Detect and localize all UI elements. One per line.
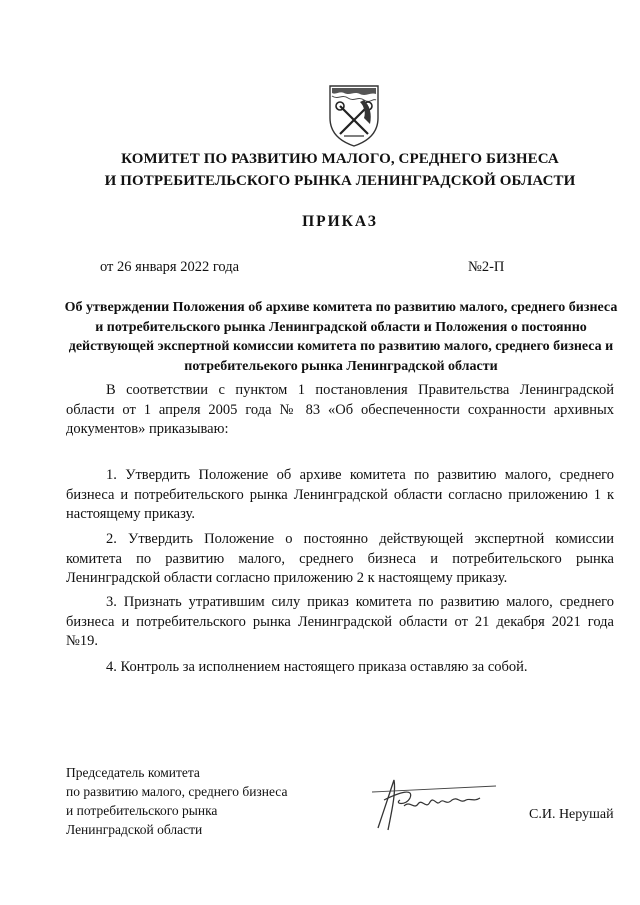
position-line: Ленинградской области bbox=[66, 822, 203, 837]
position-line: Председатель комитета bbox=[66, 765, 200, 780]
order-date: от 26 января 2022 года bbox=[100, 259, 240, 275]
handwritten-signature bbox=[370, 770, 500, 840]
coat-of-arms-icon bbox=[326, 84, 382, 148]
order-item-3: 3. Признать утратившим силу приказ комитета по развитию малого, среднего бизнеса и потребительского рынка Ленинградской области от 21 декабря 2021 года №19. bbox=[66, 594, 614, 649]
signatory-position bbox=[66, 763, 287, 839]
order-subject: Об утверждении Положения об архиве комитета по развитию малого, среднего бизнеса и потребительского рынка Ленинградской области и Положения о постоянно действующей экспертной комиссии комитета по развитию малого, среднего бизнеса и потребительекого рынка Ленинградской области bbox=[64, 300, 618, 374]
order-item-4: 4. Контроль за исполнением настоящего приказа оставляю за собой. bbox=[106, 659, 528, 675]
signer-name: С.И. Нерушай bbox=[529, 807, 614, 822]
order-item-2: 2. Утвердить Положение о постоянно действующей экспертной комиссии комитета по развитию малого, среднего бизнеса и потребительского рынка Ленинградской области согласно приложению 2 к настоящему приказу. bbox=[66, 531, 614, 586]
order-title: ПРИКАЗ bbox=[302, 213, 378, 230]
committee-name-line2: И ПОТРЕБИТЕЛЬСКОГО РЫНКА ЛЕНИНГРАДСКОЙ ОБЛАСТИ bbox=[104, 173, 576, 189]
position-line: по развитию малого, среднего бизнеса bbox=[66, 784, 288, 799]
preamble-paragraph: В соответствии с пунктом 1 постановления Правительства Ленинградской области от 1 апреля 2005 года № 83 «Об обеспеченности сохранности архивных документов» приказываю: bbox=[66, 382, 614, 437]
position-line: и потребительского рынка bbox=[66, 803, 218, 818]
order-item-1: 1. Утвердить Положение об архиве комитета по развитию малого, среднего бизнеса и потребительского рынка Ленинградской области согласно приложению 1 к настоящему приказу. bbox=[66, 467, 614, 522]
committee-name-line1: КОМИТЕТ ПО РАЗВИТИЮ МАЛОГО, СРЕДНЕГО БИЗНЕСА bbox=[121, 151, 559, 167]
order-number: №2-П bbox=[468, 259, 505, 275]
